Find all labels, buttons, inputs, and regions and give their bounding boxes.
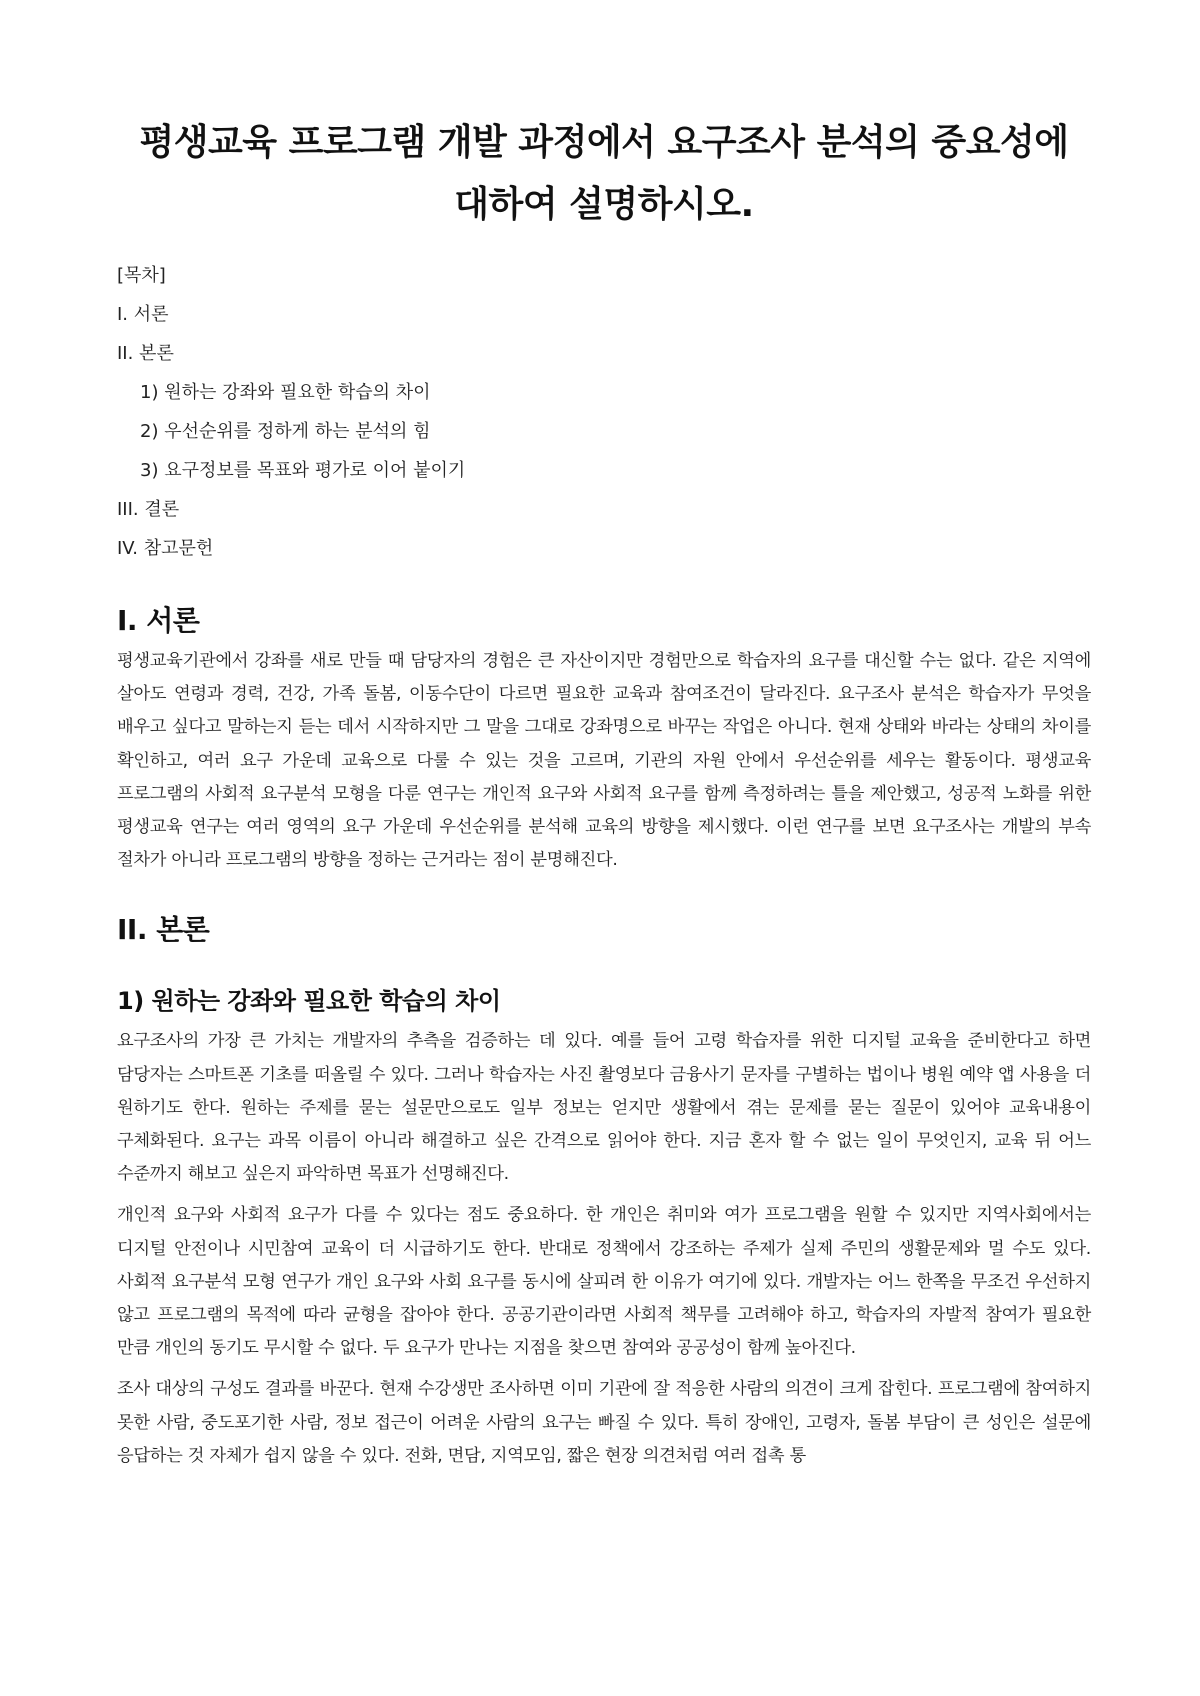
toc-item-body-2: 2) 우선순위를 정하게 하는 분석의 힘 <box>140 421 431 442</box>
document-title: 평생교육 프로그램 개발 과정에서 요구조사 분석의 중요성에 대하여 설명하시오. <box>139 122 1069 225</box>
toc-item-body: II. 본론 <box>117 343 174 364</box>
toc-item-body-3: 3) 요구정보를 목표와 평가로 이어 붙이기 <box>140 460 466 481</box>
intro-paragraph: 평생교육기관에서 강좌를 새로 만들 때 담당자의 경험은 큰 자산이지만 경험만으로 학습자의 요구를 대신할 수는 없다. 같은 지역에 살아도 연령과 경력, 건강, 가족 돌봄, 이동수단이 다르면 필요한 교육과 참여조건이 달라진다. 요구조사 분석은 학습자가 무엇을 배우고 싶다고 말하는지 듣는 데서 시작하지만 그 말을 그대로 강좌명으로 바꾸는 작업은 아니다. 현재 상태와 바라는 상태의 차이를 확인하고, 여러 요구 가운데 교육으로 다룰 수 있는 것을 고르며, 기관의 자원 안에서 우선순위를 세우는 활동이다. 평생교육 프로그램의 사회적 요구분석 모형을 다룬 연구는 개인적 요구와 사회적 요구를 함께 측정하려는 틀을 제안했고, 성공적 노화를 위한 평생교육 연구는 여러 영역의 요구 가운데 우선순위를 분석해 교육의 방향을 제시했다. 이런 연구를 보면 요구조사는 개발의 부속 절차가 아니라 프로그램의 방향을 정하는 근거라는 점이 분명해진다. <box>117 651 1091 871</box>
table-of-contents <box>117 256 1091 568</box>
toc-item-references: IV. 참고문헌 <box>117 538 214 559</box>
subsection-1 <box>117 983 1091 1473</box>
section-body <box>117 910 1091 1473</box>
body-paragraph: 요구조사의 가장 큰 가치는 개발자의 추측을 검증하는 데 있다. 예를 들어 고령 학습자를 위한 디지털 교육을 준비한다고 하면 담당자는 스마트폰 기초를 떠올릴 수 있다. 그러나 학습자는 사진 촬영보다 금융사기 문자를 구별하는 법이나 병원 예약 앱 사용을 더 원하기도 한다. 원하는 주제를 묻는 설문만으로도 일부 정보는 얻지만 생활에서 겪는 문제를 묻는 질문이 있어야 교육내용이 구체화된다. 요구는 과목 이름이 아니라 해결하고 싶은 간격으로 읽어야 한다. 지금 혼자 할 수 없는 일이 무엇인지, 교육 뒤 어느 수준까지 해보고 싶은지 파악하면 목표가 선명해진다. <box>117 1031 1091 1185</box>
section-intro <box>117 601 1091 877</box>
toc-item-intro: I. 서론 <box>117 304 169 325</box>
toc-item-body-1: 1) 원하는 강좌와 필요한 학습의 차이 <box>140 382 431 403</box>
body-paragraph: 조사 대상의 구성도 결과를 바꾼다. 현재 수강생만 조사하면 이미 기관에 잘 적응한 사람의 의견이 크게 잡힌다. 프로그램에 참여하지 못한 사람, 중도포기한 사람, 정보 접근이 어려운 사람의 요구는 빠질 수 있다. 특히 장애인, 고령자, 돌봄 부담이 큰 성인은 설문에 응답하는 것 자체가 쉽지 않을 수 있다. 전화, 면담, 지역모임, 짧은 현장 의견처럼 여러 접촉 통 <box>117 1379 1091 1466</box>
document-page <box>117 112 1091 1481</box>
toc-item-conclusion: III. 결론 <box>117 499 180 520</box>
section-heading-body: II. 본론 <box>117 913 210 947</box>
section-heading-intro: I. 서론 <box>117 604 200 637</box>
body-paragraph: 개인적 요구와 사회적 요구가 다를 수 있다는 점도 중요하다. 한 개인은 취미와 여가 프로그램을 원할 수 있지만 지역사회에서는 디지털 안전이나 시민참여 교육이 더 시급하기도 한다. 반대로 정책에서 강조하는 주제가 실제 주민의 생활문제와 멀 수도 있다. 사회적 요구분석 모형 연구가 개인 요구와 사회 요구를 동시에 살피려 한 이유가 여기에 있다. 개발자는 어느 한쪽을 무조건 우선하지 않고 프로그램의 목적에 따라 균형을 잡아야 한다. 공공기관이라면 사회적 책무를 고려해야 하고, 학습자의 자발적 참여가 필요한 만큼 개인의 동기도 무시할 수 없다. 두 요구가 만나는 지점을 찾으면 참여와 공공성이 함께 높아진다. <box>117 1205 1091 1359</box>
subsection-heading-1: 1) 원하는 강좌와 필요한 학습의 차이 <box>117 987 501 1016</box>
toc-heading: [목차] <box>117 265 166 286</box>
